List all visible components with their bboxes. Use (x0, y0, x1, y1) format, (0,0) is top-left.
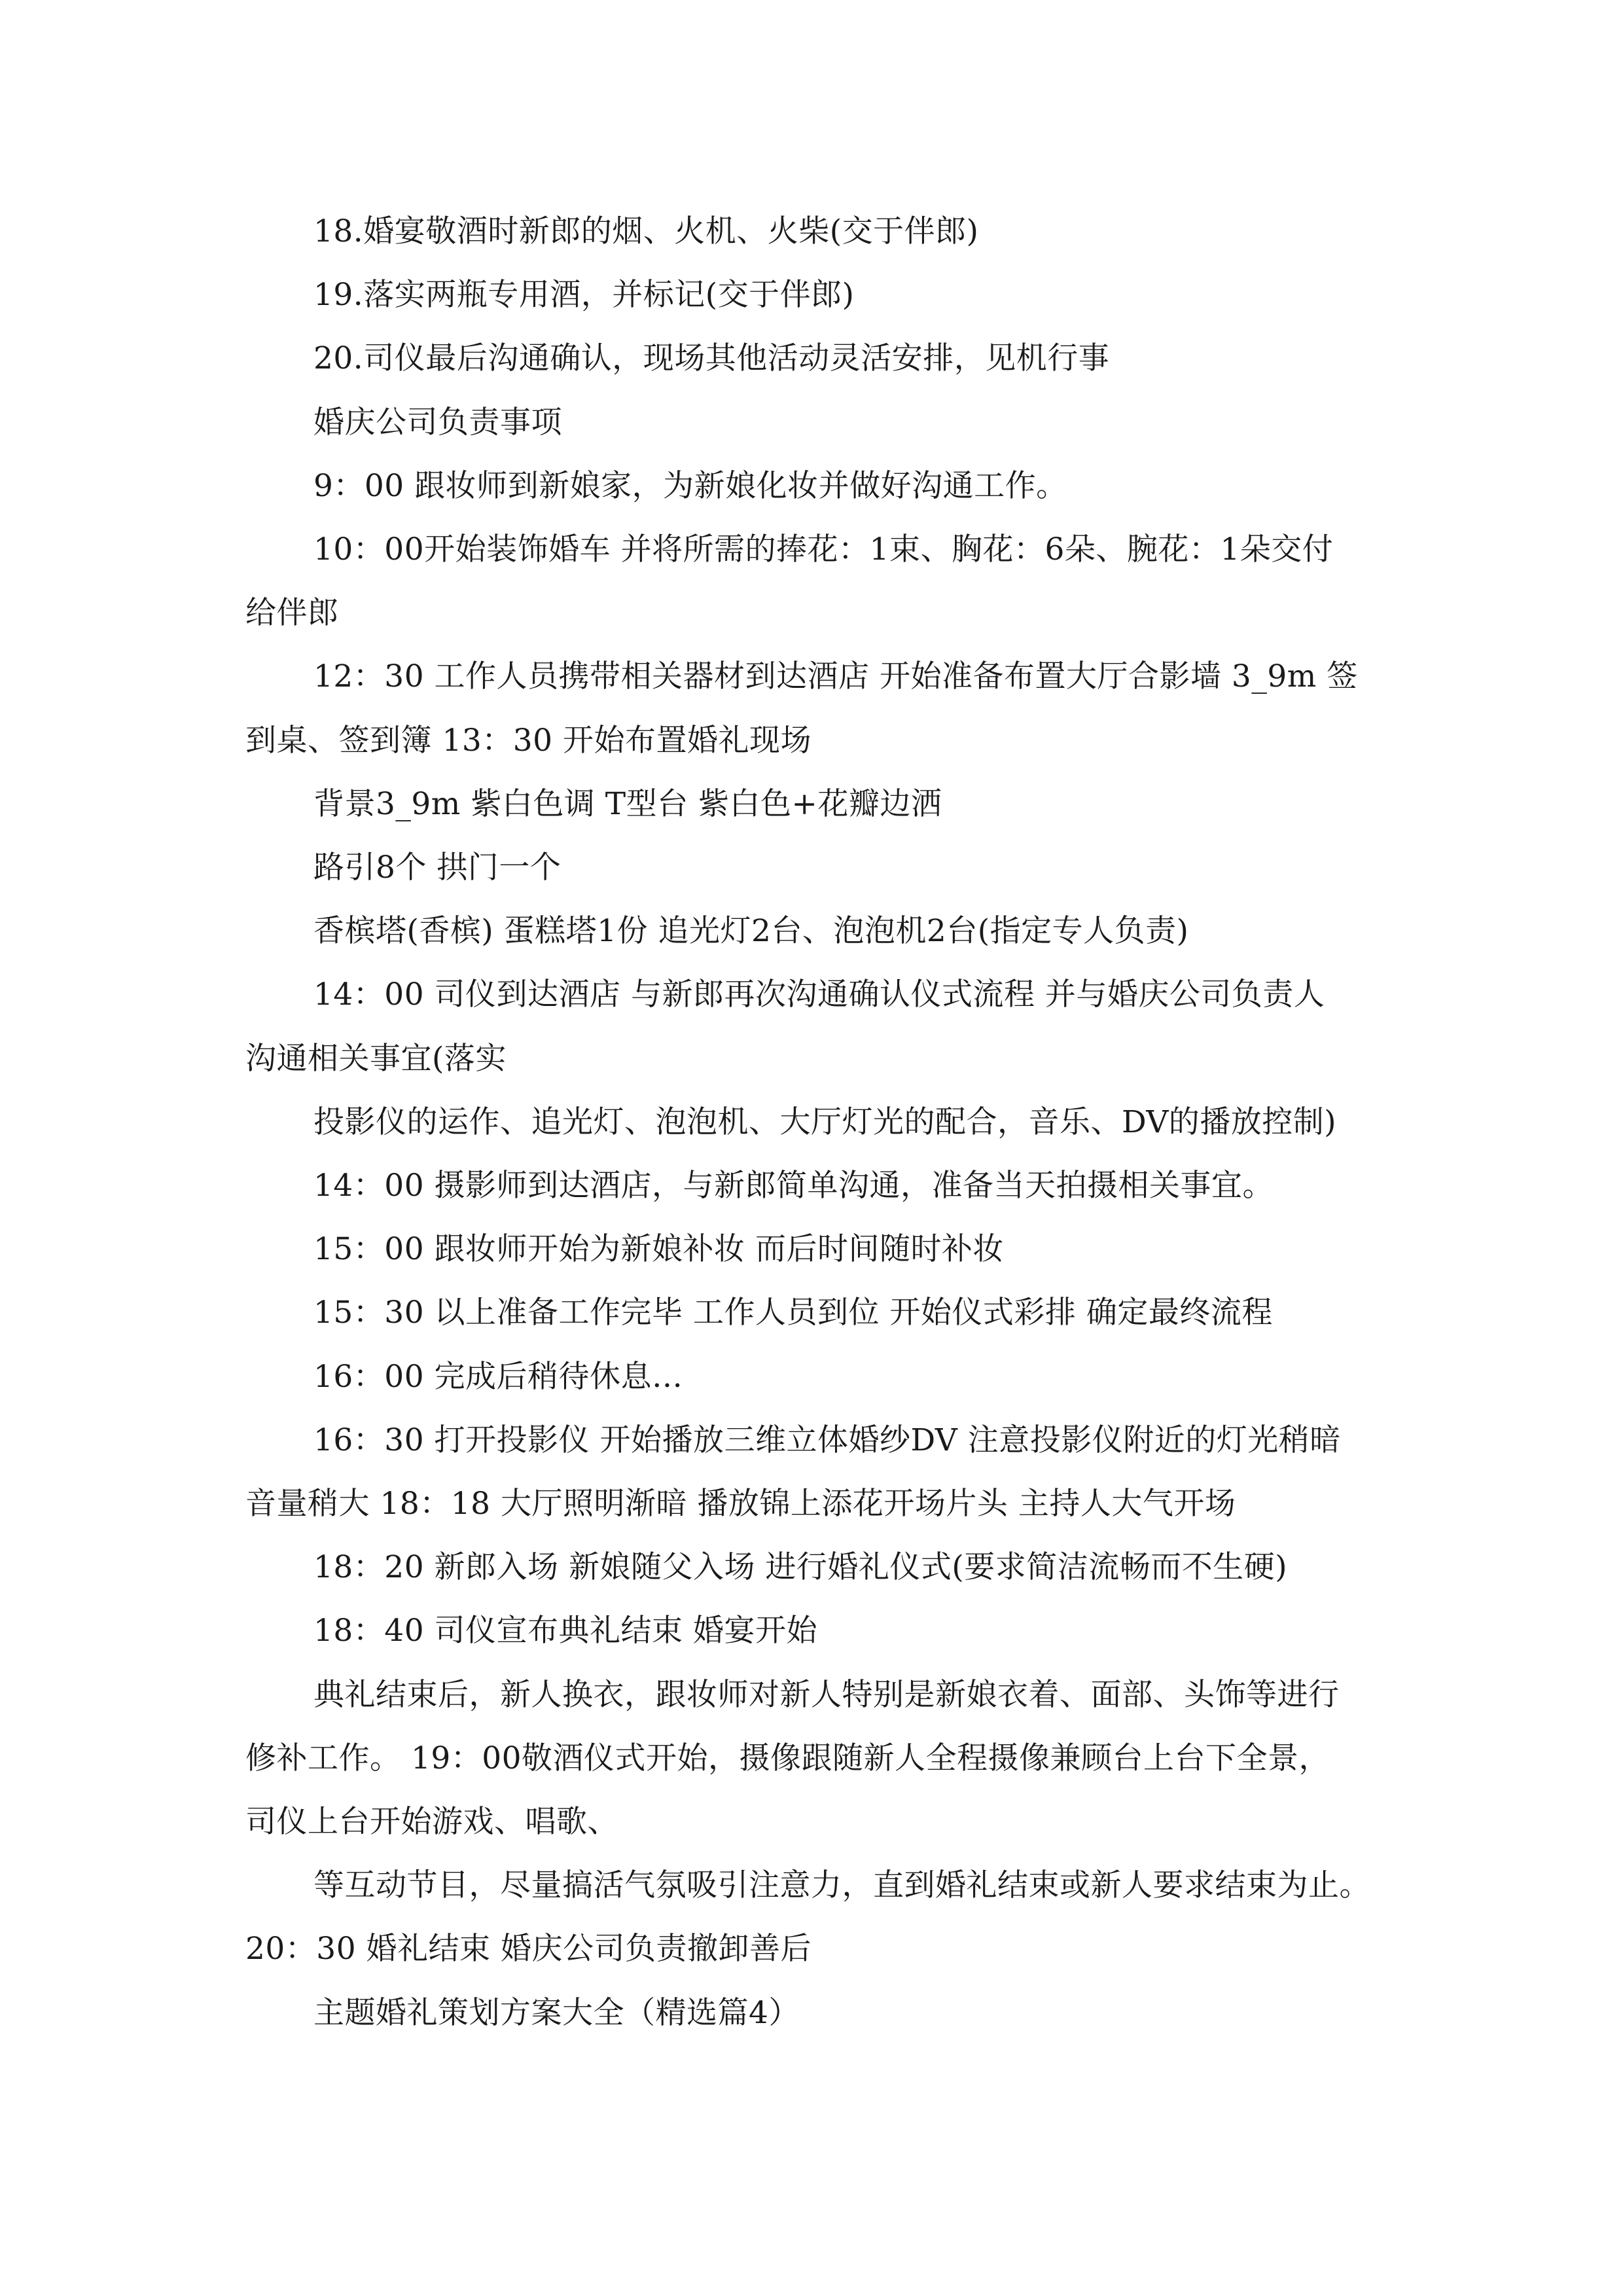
text-line: 15：00 跟妆师开始为新娘补妆 而后时间随时补妆 (313, 1231, 1004, 1268)
text-line: 典礼结束后，新人换衣，跟妆师对新人特别是新娘衣着、面部、头饰等进行 (313, 1676, 1340, 1713)
text-line: 投影仪的运作、追光灯、泡泡机、大厅灯光的配合，音乐、DV的播放控制) (313, 1103, 1337, 1140)
text-line: 14：00 司仪到达酒店 与新郎再次沟通确认仪式流程 并与婚庆公司负责人 (313, 977, 1325, 1013)
text-line: 18.婚宴敬酒时新郎的烟、火机、火柴(交于伴郎) (313, 213, 979, 249)
text-line: 18：40 司仪宣布典礼结束 婚宴开始 (313, 1613, 817, 1649)
text-line: 10：00开始装饰婚车 并将所需的捧花：1束、胸花：6朵、腕花：1朵交付 (313, 531, 1334, 568)
text-line: 19.落实两瓶专用酒，并标记(交于伴郎) (313, 277, 855, 314)
text-line: 15：30 以上准备工作完毕 工作人员到位 开始仪式彩排 确定最终流程 (313, 1295, 1273, 1331)
text-line: 20.司仪最后沟通确认，现场其他活动灵活安排，见机行事 (313, 340, 1110, 377)
text-line: 18：20 新郎入场 新娘随父入场 进行婚礼仪式(要求简洁流畅而不生硬) (313, 1549, 1288, 1586)
text-line: 背景3_9m 紫白色调 T型台 紫白色+花瓣边洒 (313, 785, 942, 822)
text-line: 香槟塔(香槟) 蛋糕塔1份 追光灯2台、泡泡机2台(指定专人负责) (313, 913, 1189, 950)
text-line: 等互动节目，尽量搞活气氛吸引注意力，直到婚礼结束或新人要求结束为止。 (313, 1867, 1370, 1904)
text-line: 司仪上台开始游戏、唱歌、 (245, 1804, 618, 1840)
text-line: 16：30 打开投影仪 开始播放三维立体婚纱DV 注意投影仪附近的灯光稍暗 (313, 1422, 1341, 1458)
text-line: 14：00 摄影师到达酒店，与新郎简单沟通，准备当天拍摄相关事宜。 (313, 1168, 1274, 1204)
text-line: 音量稍大 18：18 大厅照明渐暗 播放锦上添花开场片头 主持人大气开场 (245, 1486, 1236, 1522)
text-line: 16：00 完成后稍待休息… (313, 1358, 683, 1395)
text-line: 给伴郎 (245, 595, 339, 632)
text-line: 12：30 工作人员携带相关器材到达酒店 开始准备布置大厅合影墙 3_9m 签 (313, 658, 1358, 695)
section-heading: 主题婚礼策划方案大全（精选篇4） (313, 1994, 800, 2031)
document-body (245, 200, 1384, 2045)
section-heading: 婚庆公司负责事项 (313, 404, 562, 440)
text-line: 修补工作。 19：00敬酒仪式开始，摄像跟随新人全程摄像兼顾台上台下全景， (245, 1740, 1330, 1776)
text-line: 到桌、签到簿 13：30 开始布置婚礼现场 (245, 722, 812, 759)
text-line: 20：30 婚礼结束 婚庆公司负责撤卸善后 (245, 1931, 812, 1967)
text-line: 沟通相关事宜(落实 (245, 1040, 507, 1077)
text-line: 路引8个 拱门一个 (313, 850, 562, 886)
text-line: 9：00 跟妆师到新娘家，为新娘化妆并做好沟通工作。 (313, 467, 1067, 504)
